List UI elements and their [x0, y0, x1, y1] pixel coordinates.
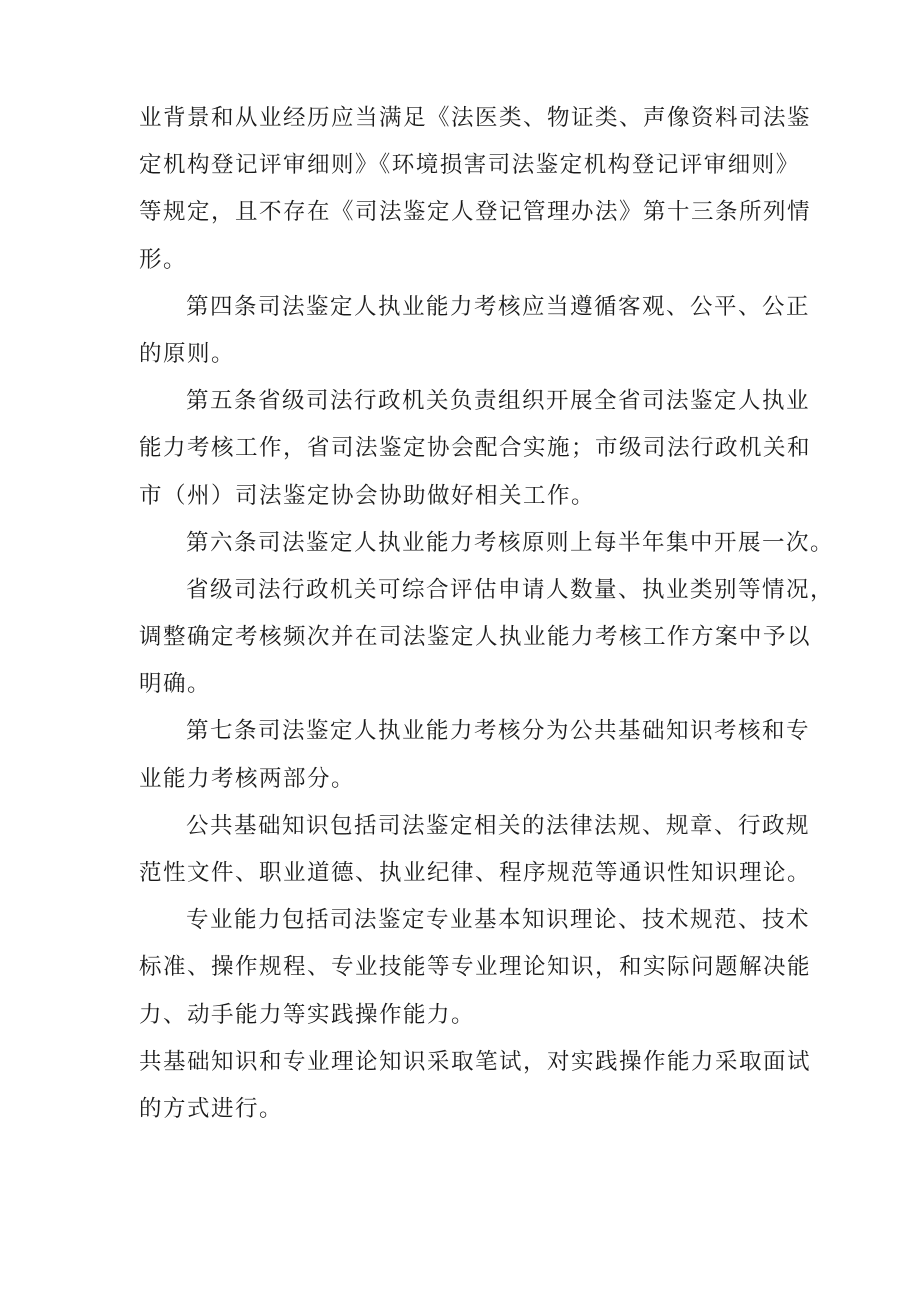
text-line: 业背景和从业经历应当满足《法医类、物证类、声像资料司法鉴 [139, 105, 812, 131]
text-line: 范性文件、职业道德、执业纪律、程序规范等通识性知识理论。 [139, 860, 812, 886]
text-line: 定机构登记评审细则》《环境损害司法鉴定机构登记评审细则》 [139, 152, 800, 179]
text-line: 的原则。 [139, 340, 236, 367]
text-line: 能力考核工作，省司法鉴定协会配合实施；市级司法行政机关和 [139, 435, 812, 462]
text-line: 形。 [139, 246, 188, 273]
text-line: 业能力考核两部分。 [139, 765, 356, 792]
text-line: 专业能力包括司法鉴定专业基本知识理论、技术规范、技术 [186, 907, 811, 934]
text-line: 的方式进行。 [139, 1095, 284, 1122]
text-line: 力、动手能力等实践操作能力。 [139, 1001, 476, 1028]
text-line: 市（州）司法鉴定协会协助做好相关工作。 [139, 482, 596, 509]
text-line: 第四条司法鉴定人执业能力考核应当遵循客观、公平、公正 [186, 293, 811, 320]
text-line: 省级司法行政机关可综合评估申请人数量、执业类别等情况， [186, 576, 835, 603]
text-line: 公共基础知识包括司法鉴定相关的法律法规、规章、行政规 [186, 812, 811, 839]
text-line: 标准、操作规程、专业技能等专业理论知识，和实际问题解决能 [139, 954, 812, 981]
document-body [139, 95, 835, 1133]
text-line: 第五条省级司法行政机关负责组织开展全省司法鉴定人执业 [186, 388, 811, 415]
text-line: 共基础知识和专业理论知识采取笔试，对实践操作能力采取面试 [139, 1048, 812, 1075]
text-line: 第六条司法鉴定人执业能力考核原则上每半年集中开展一次。 [186, 529, 835, 556]
text-line: 第七条司法鉴定人执业能力考核分为公共基础知识考核和专 [186, 718, 811, 745]
text-line: 等规定，且不存在《司法鉴定人登记管理办法》第十三条所列情 [139, 199, 812, 226]
text-line: 调整确定考核频次并在司法鉴定人执业能力考核工作方案中予以 [139, 624, 812, 651]
text-line: 明确。 [139, 671, 212, 698]
